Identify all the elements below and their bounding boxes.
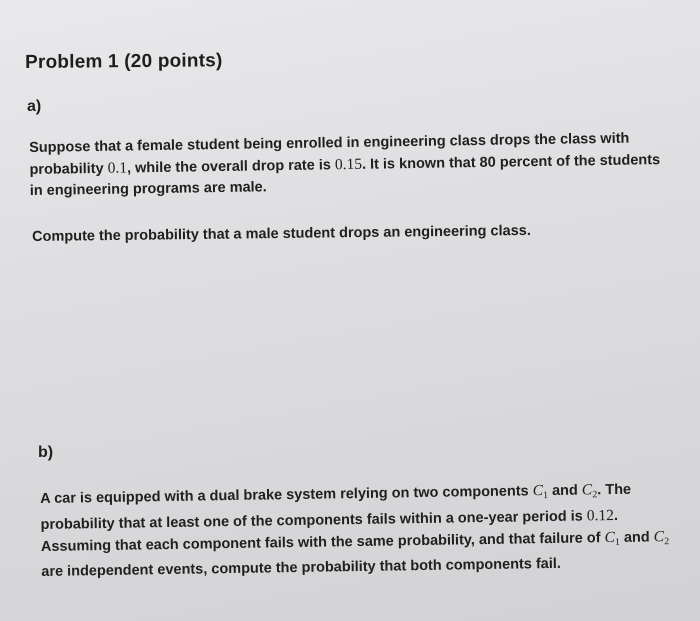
- part-b-value-1: 0.12: [586, 506, 615, 525]
- part-a-value-2: 0.15: [334, 155, 363, 174]
- part-b-label: b): [38, 444, 54, 461]
- part-a-statement: [29, 128, 662, 202]
- part-b-text-4: are independent events, compute the probability that both components fail.: [41, 555, 562, 580]
- part-b-text-2: . The probability that at least one of the components fails within a one-year period is: [40, 481, 632, 533]
- part-a-text-2: , while the overall drop rate is: [126, 157, 336, 177]
- part-b-text-3: . Assuming that each component fails with the same probability, and that failure of: [40, 507, 619, 555]
- part-a-question: Compute the probability that a male student drops an engineering class.: [32, 222, 531, 245]
- part-a-text-1: Suppose that a female student being enrolled in engineering class drops the class with probability: [29, 130, 630, 178]
- component-c2-symbol: $C_2$: [581, 481, 598, 501]
- component-c1-symbol: $C_1$: [532, 482, 549, 502]
- part-a-label: a): [27, 98, 42, 115]
- problem-title: Problem 1 (20 points): [25, 50, 223, 73]
- part-b-and-2: and: [619, 529, 654, 546]
- part-a-value-1: 0.1: [107, 159, 128, 177]
- component-c2-symbol-2: $C_2$: [653, 528, 670, 548]
- part-a-text-3: . It is known that 80 percent of the students in engineering programs are male.: [29, 152, 661, 199]
- part-b-and-1: and: [547, 482, 582, 500]
- part-b-statement: [40, 478, 671, 583]
- component-c1-symbol-2: $C_1$: [604, 528, 621, 548]
- part-b-text-1: A car is equipped with a dual brake system relying on two components: [40, 483, 533, 507]
